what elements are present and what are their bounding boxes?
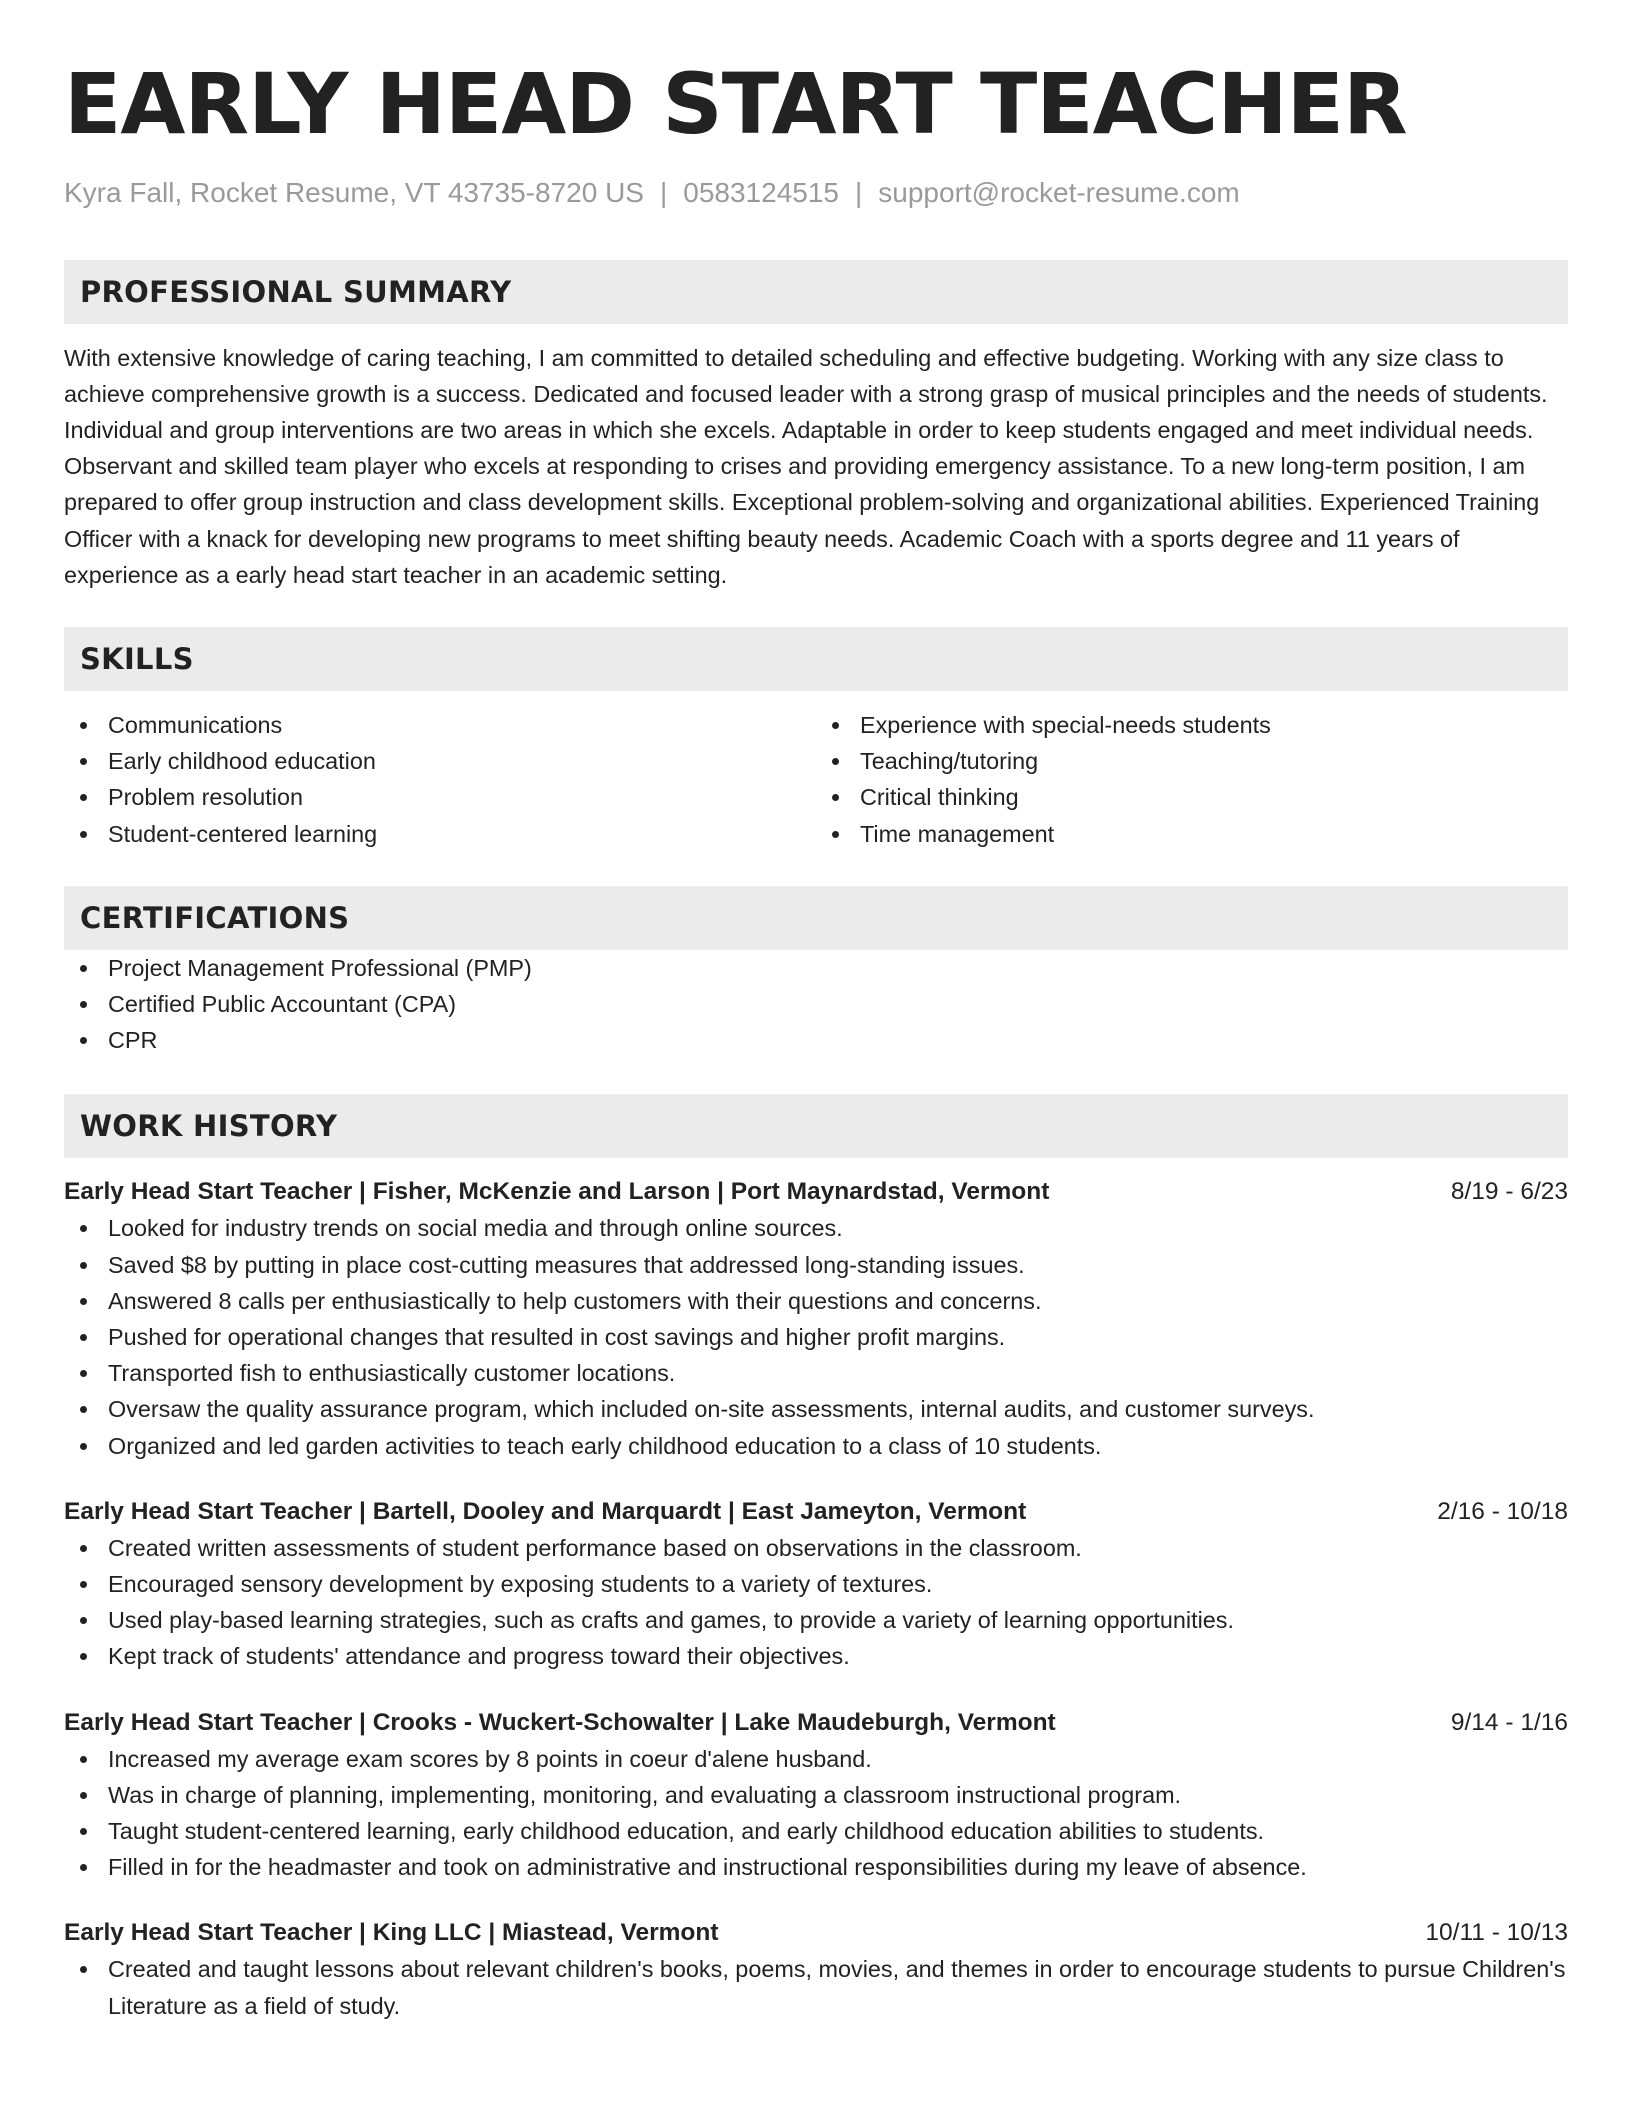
contact-address: Kyra Fall, Rocket Resume, VT 43735-8720 US [64,177,644,208]
list-item: Teaching/tutoring [816,743,1568,779]
job-header [64,1915,1568,1951]
job-bullets [64,1951,1568,2023]
job-title: Early Head Start Teacher | Bartell, Dooley and Marquardt | East Jameyton, Vermont [64,1497,1027,1525]
job-dates: 2/16 - 10/18 [1437,1497,1568,1525]
list-item: Looked for industry trends on social media and through online sources. [64,1210,1568,1246]
section-header-certifications: CERTIFICATIONS [64,886,1568,950]
section-header-summary: PROFESSIONAL SUMMARY [64,260,1568,324]
list-item: Pushed for operational changes that resulted in cost savings and higher profit margins. [64,1319,1568,1355]
job-dates: 10/11 - 10/13 [1425,1919,1568,1947]
job-entry [64,1174,1568,1463]
list-item: Created written assessments of student performance based on observations in the classroom. [64,1530,1568,1566]
list-item: Student-centered learning [64,816,816,852]
job-title: Early Head Start Teacher | King LLC | Miastead, Vermont [64,1919,719,1947]
contact-email[interactable]: support@rocket-resume.com [878,177,1240,208]
job-bullets [64,1210,1568,1463]
job-dates: 8/19 - 6/23 [1450,1178,1568,1206]
job-header [64,1174,1568,1210]
job-title: Early Head Start Teacher | Fisher, McKenzie and Larson | Port Maynardstad, Vermont [64,1178,1050,1206]
list-item: Created and taught lessons about relevant children's books, poems, movies, and themes in order to encourage students to pursue Children's Literature as a field of study. [64,1951,1568,2023]
list-item: Experience with special-needs students [816,707,1568,743]
skills-column-left [64,707,816,852]
list-item: Time management [816,816,1568,852]
contact-separator: | [855,177,863,208]
contact-separator: | [659,177,668,208]
list-item: Answered 8 calls per enthusiastically to help customers with their questions and concerns. [64,1283,1568,1319]
list-item: Was in charge of planning, implementing, monitoring, and evaluating a classroom instructional program. [64,1777,1568,1813]
contact-phone: 0583124515 [683,177,839,208]
section-header-skills: SKILLS [64,627,1568,691]
list-item: Project Management Professional (PMP) [64,950,1568,986]
list-item: Encouraged sensory development by exposing students to a variety of textures. [64,1566,1568,1602]
list-item: Saved $8 by putting in place cost-cutting measures that addressed long-standing issues. [64,1247,1568,1283]
job-entry [64,1915,1568,2023]
list-item: Communications [64,707,816,743]
list-item: Certified Public Accountant (CPA) [64,986,1568,1022]
list-item: Critical thinking [816,779,1568,815]
list-item: Transported fish to enthusiastically customer locations. [64,1355,1568,1391]
job-entry [64,1705,1568,1886]
certifications-list [64,950,1568,1059]
summary-text: With extensive knowledge of caring teaching, I am committed to detailed scheduling and effective budgeting. Working with any size class to achieve comprehensive growth is a success. Dedicated and focused leader with a strong grasp of musical principles and the needs of students. Individual and group interventions are two areas in which she excels. Adaptable in order to keep students engaged and meet individual needs. Observant and skilled team player who excels at responding to crises and providing emergency assistance. To a new long-term position, I am prepared to offer group instruction and class development skills. Exceptional problem-solving and organizational abilities. Experienced Training Officer with a knack for developing new programs to meet shifting beauty needs. Academic Coach with a sports degree and 11 years of experience as a early head start teacher in an academic setting. [64,344,1548,588]
skills-grid [64,707,1568,852]
list-item: Organized and led garden activities to teach early childhood education to a class of 10 students. [64,1428,1568,1464]
skills-column-right [816,707,1568,852]
list-item: Kept track of students' attendance and progress toward their objectives. [64,1638,1568,1674]
list-item: Increased my average exam scores by 8 points in coeur d'alene husband. [64,1741,1568,1777]
job-dates: 9/14 - 1/16 [1450,1708,1568,1736]
job-bullets [64,1530,1568,1675]
list-item: Problem resolution [64,779,816,815]
list-item: Filled in for the headmaster and took on administrative and instructional responsibilities during my leave of absence. [64,1849,1568,1885]
job-header [64,1705,1568,1741]
candidate-title: EARLY HEAD START TEACHER [64,55,1407,153]
job-title: Early Head Start Teacher | Crooks - Wuckert-Schowalter | Lake Maudeburgh, Vermont [64,1708,1056,1736]
job-bullets [64,1741,1568,1886]
list-item: CPR [64,1022,1568,1058]
contact-line [64,176,1568,210]
list-item: Taught student-centered learning, early childhood education, and early childhood education abilities to students. [64,1813,1568,1849]
job-header [64,1494,1568,1530]
job-entry [64,1494,1568,1675]
list-item: Used play-based learning strategies, such as crafts and games, to provide a variety of learning opportunities. [64,1602,1568,1638]
list-item: Oversaw the quality assurance program, which included on-site assessments, internal audits, and customer surveys. [64,1391,1568,1427]
section-header-work-history: WORK HISTORY [64,1094,1568,1158]
list-item: Early childhood education [64,743,816,779]
